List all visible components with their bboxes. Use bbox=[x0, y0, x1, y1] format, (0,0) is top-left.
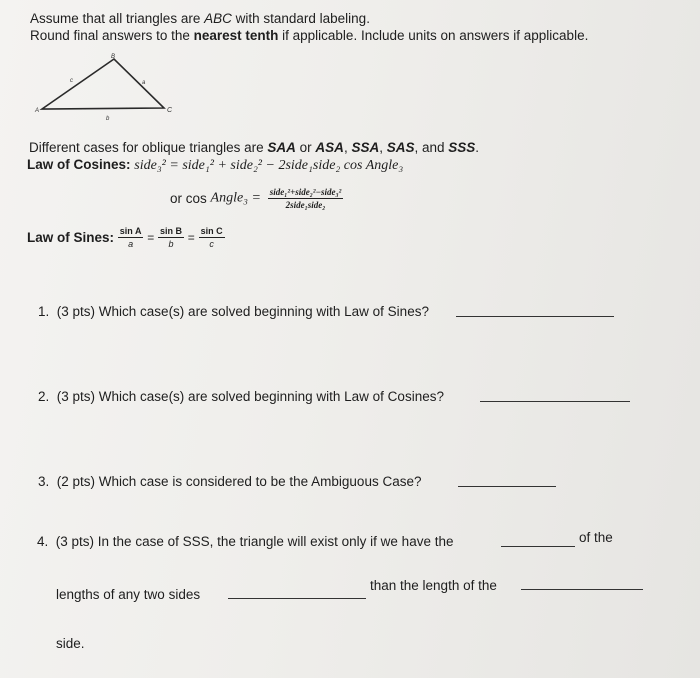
case-sas: SAS bbox=[386, 140, 415, 155]
cases-line bbox=[29, 140, 479, 155]
cases-text: , bbox=[343, 140, 352, 155]
equals-sign: = bbox=[187, 230, 195, 245]
question-number: 2. bbox=[38, 389, 50, 404]
instructions-text: if applicable. Include units on answers if applicable. bbox=[278, 28, 589, 43]
instructions-text: with standard labeling. bbox=[231, 11, 370, 26]
instructions-text: Round final answers to the bbox=[30, 28, 194, 43]
question-4 bbox=[37, 534, 453, 549]
sines-fraction-a bbox=[118, 226, 144, 249]
answer-blank-4c[interactable] bbox=[521, 589, 643, 590]
law-of-cosines-alt bbox=[170, 187, 343, 210]
cases-text: , and bbox=[414, 140, 449, 155]
sines-numerator: sin C bbox=[200, 226, 223, 236]
alt-denominator: 2side₁side₂ bbox=[285, 200, 326, 210]
sines-denominator: a bbox=[128, 239, 134, 249]
question-number: 1. bbox=[38, 304, 50, 319]
alt-numerator: side₁²+side₂²−side₃² bbox=[269, 187, 342, 197]
instructions-text: Assume that all triangles are bbox=[30, 11, 205, 26]
sines-numerator: sin B bbox=[160, 226, 183, 236]
cases-text: or bbox=[295, 140, 316, 155]
sines-fraction-c bbox=[199, 226, 225, 249]
sines-denominator: b bbox=[168, 239, 174, 249]
law-of-cosines-formula: side₃² = side₁² + side₂² − 2side₁side₂ cos Angle₃ bbox=[134, 158, 404, 173]
law-of-sines-label: Law of Sines: bbox=[27, 230, 115, 245]
question-4-line-3: side. bbox=[56, 636, 85, 651]
answer-blank-4b[interactable] bbox=[228, 598, 366, 599]
cases-text: Different cases for oblique triangles are bbox=[29, 140, 268, 155]
question-3 bbox=[38, 474, 421, 489]
sines-numerator: sin A bbox=[119, 226, 142, 236]
emphasis-text: nearest tenth bbox=[193, 28, 279, 43]
sines-denominator: c bbox=[209, 239, 214, 249]
question-1 bbox=[38, 304, 429, 319]
answer-blank-1[interactable] bbox=[456, 316, 614, 317]
question-text: (3 pts) In the case of SSS, the triangle will exist only if we have the bbox=[55, 534, 454, 549]
instructions-line-1 bbox=[30, 11, 370, 26]
alt-prefix: or cos bbox=[170, 191, 211, 206]
side-label-a: a bbox=[142, 80, 146, 86]
equals-sign: = bbox=[147, 230, 155, 245]
case-saa: SAA bbox=[267, 140, 296, 155]
instructions-line-2 bbox=[30, 28, 588, 43]
alt-fraction bbox=[268, 187, 344, 210]
question-number: 3. bbox=[38, 474, 50, 489]
law-of-cosines-label: Law of Cosines: bbox=[27, 157, 135, 172]
vertex-label-c: C bbox=[167, 107, 173, 114]
question-4-line-2-continuation: than the length of the bbox=[370, 578, 497, 593]
question-text: (3 pts) Which case(s) are solved beginning with Law of Cosines? bbox=[56, 389, 444, 404]
question-text: (3 pts) Which case(s) are solved beginning with Law of Sines? bbox=[56, 304, 429, 319]
case-ssa: SSA bbox=[351, 140, 380, 155]
answer-blank-4a[interactable] bbox=[501, 546, 575, 547]
vertex-label-a: A bbox=[35, 108, 40, 114]
answer-blank-3[interactable] bbox=[458, 486, 556, 487]
cases-text: , bbox=[379, 140, 387, 155]
question-2 bbox=[38, 389, 444, 404]
question-text: (2 pts) Which case is considered to be the Ambiguous Case? bbox=[56, 474, 422, 489]
question-4-line-2: lengths of any two sides bbox=[56, 587, 201, 602]
answer-blank-2[interactable] bbox=[480, 401, 630, 402]
question-number: 4. bbox=[37, 534, 49, 549]
sines-fraction-b bbox=[158, 226, 184, 249]
law-of-sines-line bbox=[27, 226, 225, 249]
side-label-b: b bbox=[106, 116, 110, 122]
case-asa: ASA bbox=[315, 140, 344, 155]
triangle-shape bbox=[42, 59, 164, 109]
vertex-label-b: B bbox=[111, 54, 116, 60]
case-sss: SSS bbox=[448, 140, 476, 155]
law-of-cosines-line bbox=[27, 157, 403, 174]
question-4-continuation: of the bbox=[579, 530, 613, 545]
triangle-name: ABC bbox=[204, 11, 232, 26]
triangle-diagram bbox=[32, 50, 182, 125]
cases-text: . bbox=[475, 140, 480, 155]
side-label-c: c bbox=[70, 78, 73, 84]
alt-angle: Angle₃ = bbox=[210, 190, 261, 206]
